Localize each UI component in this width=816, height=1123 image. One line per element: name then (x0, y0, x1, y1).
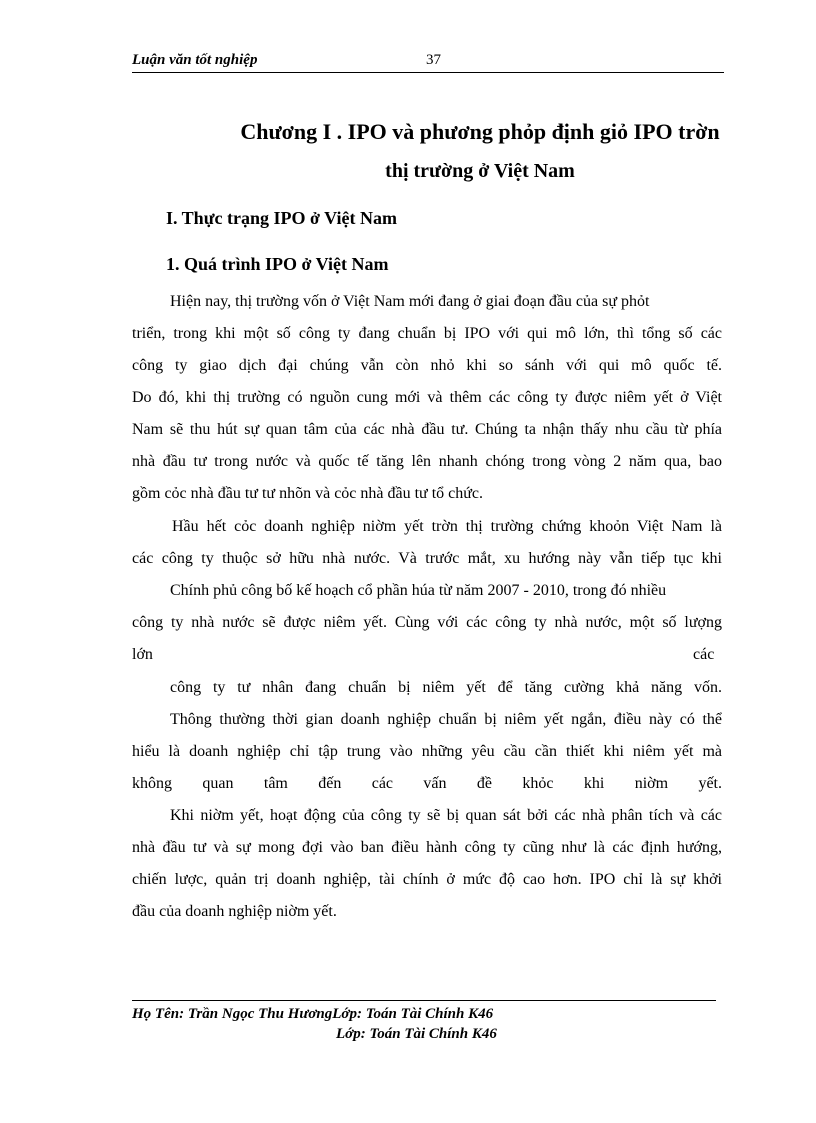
body-line: triển, trong khi một số công ty đang chuẩn bị IPO với qui mô lớn, thì tổng số các (132, 325, 722, 342)
page-header (132, 50, 724, 73)
body-line: Chính phủ công bố kế hoạch cổ phần húa từ năm 2007 - 2010, trong đó nhiều (170, 582, 667, 599)
footer-rule (132, 1000, 716, 1001)
body-line: các (693, 646, 715, 663)
body-line: hiểu là doanh nghiệp chỉ tập trung vào những yêu cầu cần thiết khi niêm yết mà (132, 743, 722, 760)
body-line: không quan tâm đến các vấn đề khỏc khi niờm yết. (132, 775, 722, 792)
body-line: các công ty thuộc sở hữu nhà nước. Và trước mắt, xu hướng này vẫn tiếp tục khi (132, 550, 722, 567)
header-title: Luận văn tốt nghiệp (132, 52, 258, 68)
body-line: đầu của doanh nghiệp niờm yết. (132, 903, 337, 920)
body-line: công ty nhà nước sẽ được niêm yết. Cùng với các công ty nhà nước, một số lượng (132, 614, 722, 631)
body-line: Hiện nay, thị trường vốn ở Việt Nam mới đang ở giai đoạn đầu của sự phỏt (170, 293, 650, 310)
chapter-title-line-2: thị trường ở Việt Nam (385, 160, 575, 182)
subsection-heading: 1. Quá trình IPO ở Việt Nam (166, 254, 389, 274)
page-number: 37 (426, 52, 441, 68)
body-line: Nam sẽ thu hút sự quan tâm của các nhà đầu tư. Chúng ta nhận thấy nhu cầu từ phía (132, 421, 722, 438)
body-line: Do đó, khi thị trường có nguồn cung mới và thêm các công ty được niêm yết ở Việt (132, 389, 722, 406)
section-heading: I. Thực trạng IPO ở Việt Nam (166, 208, 397, 228)
body-line: lớn (132, 646, 153, 663)
body-line: Hầu hết cỏc doanh nghiệp niờm yết trờn thị trường chứng khoỏn Việt Nam là (172, 518, 722, 535)
body-line: gồm cỏc nhà đầu tư tư nhõn và cỏc nhà đầu tư tổ chức. (132, 485, 484, 502)
footer-author: Họ Tên: Trần Ngọc Thu HươngLớp: Toán Tài Chính K46 (132, 1006, 494, 1022)
footer-class: Lớp: Toán Tài Chính K46 (336, 1026, 497, 1042)
body-line: công ty giao dịch đại chúng vẫn còn nhỏ khi so sánh với qui mô quốc tế. (132, 357, 722, 374)
body-line: nhà đầu tư và sự mong đợi vào ban điều hành công ty cũng như là các định hướng, (132, 839, 722, 856)
chapter-title-line-1: Chương I . IPO và phương phỏp định giỏ IPO trờn (240, 119, 720, 144)
body-line: nhà đầu tư trong nước và quốc tế tăng lên nhanh chóng trong vòng 2 năm qua, bao (132, 453, 722, 470)
body-line: công ty tư nhân đang chuẩn bị niêm yết để tăng cường khả năng vốn. (170, 679, 722, 696)
body-line: Thông thường thời gian doanh nghiệp chuẩn bị niêm yết ngắn, điều này có thể (170, 711, 722, 728)
body-line: chiến lược, quản trị doanh nghiệp, tài chính ở mức độ cao hơn. IPO chỉ là sự khởi (132, 871, 722, 888)
body-line: Khi niờm yết, hoạt động của công ty sẽ bị quan sát bởi các nhà phân tích và các (170, 807, 722, 824)
